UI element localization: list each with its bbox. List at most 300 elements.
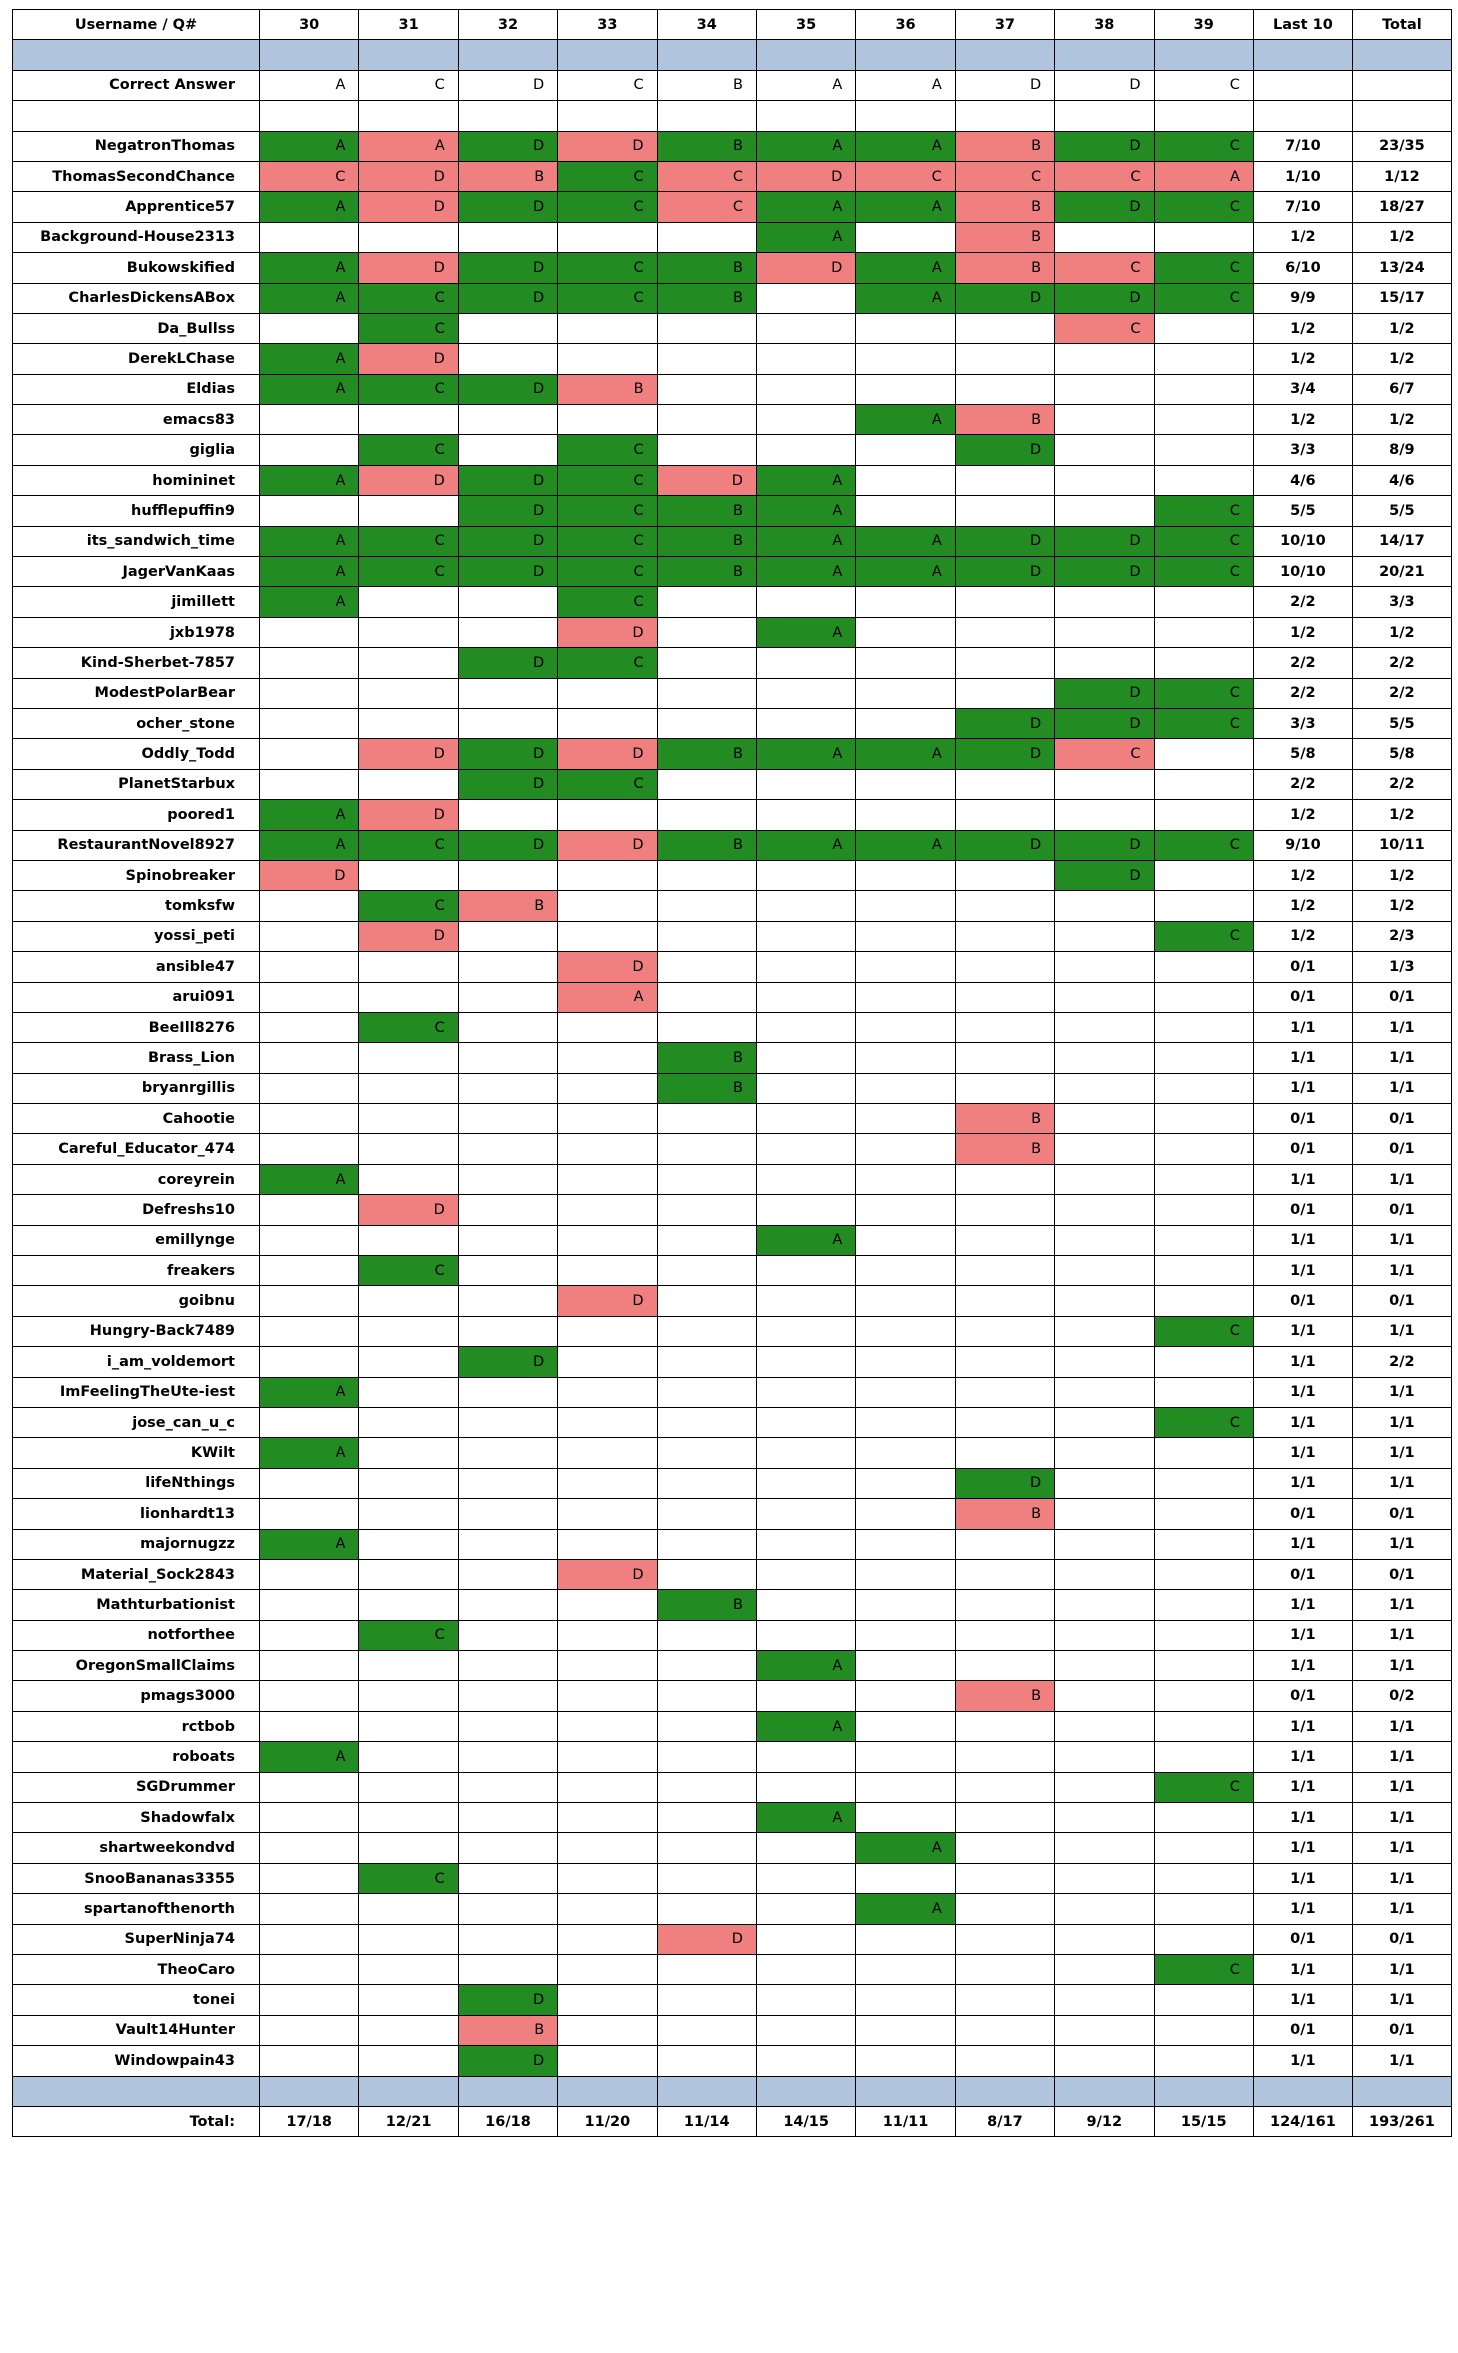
answer-cell: D [458, 557, 557, 587]
answer-cell [558, 1225, 657, 1255]
answer-cell: B [955, 1104, 1054, 1134]
answer-cell [756, 2046, 855, 2076]
blank-cell [1253, 101, 1352, 131]
answer-cell [558, 2015, 657, 2045]
table-row [13, 496, 1452, 526]
answer-cell [359, 2046, 458, 2076]
answer-cell [856, 222, 955, 252]
answer-cell [558, 1134, 657, 1164]
answer-cell: B [955, 192, 1054, 222]
answer-cell [756, 1894, 855, 1924]
answer-cell: D [1055, 192, 1154, 222]
answer-cell [657, 1104, 756, 1134]
answer-cell: A [260, 344, 359, 374]
answer-cell [458, 1651, 557, 1681]
answer-cell: C [558, 283, 657, 313]
answer-cell [558, 708, 657, 738]
answer-cell: D [1055, 283, 1154, 313]
answer-cell [657, 1225, 756, 1255]
answer-cell [657, 1134, 756, 1164]
answer-cell [458, 800, 557, 830]
answer-cell [756, 648, 855, 678]
answer-cell [1154, 648, 1253, 678]
username-cell: jxb1978 [13, 617, 260, 647]
answer-cell: D [458, 1347, 557, 1377]
last10-cell: 1/2 [1253, 860, 1352, 890]
answer-cell [657, 1955, 756, 1985]
answer-cell: D [955, 1468, 1054, 1498]
answer-cell: B [657, 283, 756, 313]
answer-cell [1055, 1438, 1154, 1468]
username-cell: RestaurantNovel8927 [13, 830, 260, 860]
username-cell: ansible47 [13, 952, 260, 982]
answer-cell [359, 1134, 458, 1164]
answer-cell: A [558, 982, 657, 1012]
separator-row [13, 2076, 1452, 2106]
answer-cell: C [1154, 708, 1253, 738]
username-cell: tomksfw [13, 891, 260, 921]
username-cell: BeeIll8276 [13, 1012, 260, 1042]
answer-cell: D [458, 1985, 557, 2015]
username-cell: Shadowfalx [13, 1803, 260, 1833]
username-cell: Windowpain43 [13, 2046, 260, 2076]
answer-cell [558, 1377, 657, 1407]
answer-cell [359, 1104, 458, 1134]
username-cell: Apprentice57 [13, 192, 260, 222]
answer-cell [856, 374, 955, 404]
answer-cell: C [558, 526, 657, 556]
username-cell: coreyrein [13, 1164, 260, 1194]
total-cell: 1/1 [1352, 1438, 1451, 1468]
username-cell: its_sandwich_time [13, 526, 260, 556]
answer-cell [756, 344, 855, 374]
answer-cell [856, 1012, 955, 1042]
answer-cell [955, 1438, 1054, 1468]
answer-cell: A [359, 131, 458, 161]
answer-cell [1154, 1590, 1253, 1620]
answer-cell [1154, 1043, 1253, 1073]
answer-cell: D [359, 800, 458, 830]
answer-cell [558, 1590, 657, 1620]
answer-cell [458, 1316, 557, 1346]
answer-cell [558, 891, 657, 921]
answer-cell: D [359, 344, 458, 374]
username-cell: PlanetStarbux [13, 769, 260, 799]
blank-cell [657, 101, 756, 131]
answer-cell: C [359, 1012, 458, 1042]
answer-cell: A [756, 830, 855, 860]
answer-cell [260, 1195, 359, 1225]
answer-cell [756, 952, 855, 982]
answer-cell [458, 1742, 557, 1772]
total-cell: 0/1 [1352, 1499, 1451, 1529]
answer-cell: C [955, 161, 1054, 191]
last10-cell: 1/1 [1253, 1073, 1352, 1103]
separator-cell [359, 2076, 458, 2106]
answer-cell [955, 891, 1054, 921]
last10-cell: 1/1 [1253, 1651, 1352, 1681]
answer-cell [657, 1377, 756, 1407]
answer-cell: D [558, 1559, 657, 1589]
answer-cell: A [756, 526, 855, 556]
answer-cell [458, 1924, 557, 1954]
answer-cell [955, 1651, 1054, 1681]
table-row [13, 1104, 1452, 1134]
answer-cell [1154, 1073, 1253, 1103]
table-row [13, 435, 1452, 465]
answer-cell: D [558, 952, 657, 982]
total-cell: 1/1 [1352, 1651, 1451, 1681]
answer-cell [955, 1590, 1054, 1620]
answer-cell [1055, 1559, 1154, 1589]
answer-cell [955, 374, 1054, 404]
answer-cell: C [359, 557, 458, 587]
answer-cell [756, 769, 855, 799]
last10-cell: 0/1 [1253, 1104, 1352, 1134]
correct-answer-cell: D [458, 70, 557, 100]
answer-cell [260, 1073, 359, 1103]
answer-cell [955, 587, 1054, 617]
answer-cell [955, 1347, 1054, 1377]
answer-cell [558, 1651, 657, 1681]
last10-cell: 1/1 [1253, 1803, 1352, 1833]
table-row [13, 1499, 1452, 1529]
answer-cell [756, 1043, 855, 1073]
answer-cell [955, 648, 1054, 678]
table-row [13, 465, 1452, 495]
answer-cell: C [558, 435, 657, 465]
answer-cell: A [260, 192, 359, 222]
answer-cell [558, 1924, 657, 1954]
total-cell: 5/5 [1352, 496, 1451, 526]
answer-cell: D [955, 739, 1054, 769]
answer-cell [359, 1073, 458, 1103]
answer-cell: D [458, 648, 557, 678]
total-cell: 0/1 [1352, 1559, 1451, 1589]
answer-cell [955, 1833, 1054, 1863]
username-cell: lionhardt13 [13, 1499, 260, 1529]
answer-cell: A [856, 526, 955, 556]
answer-cell: D [458, 131, 557, 161]
question-total-cell: 16/18 [458, 2106, 557, 2136]
answer-cell: C [1154, 253, 1253, 283]
answer-cell: A [1154, 161, 1253, 191]
correct-answer-cell: A [856, 70, 955, 100]
answer-cell [260, 1468, 359, 1498]
answer-cell: C [359, 283, 458, 313]
answer-cell [1154, 1711, 1253, 1741]
answer-cell [756, 1164, 855, 1194]
blank-row [13, 101, 1452, 131]
answer-cell: C [1154, 921, 1253, 951]
header-question-37: 37 [955, 10, 1054, 40]
answer-cell [458, 952, 557, 982]
username-cell: KWilt [13, 1438, 260, 1468]
separator-cell [13, 2076, 260, 2106]
separator-cell [1352, 40, 1451, 70]
answer-cell: B [657, 739, 756, 769]
last10-cell: 1/1 [1253, 1164, 1352, 1194]
answer-cell [558, 1407, 657, 1437]
answer-cell [756, 435, 855, 465]
answer-cell: C [657, 161, 756, 191]
answer-cell [756, 1924, 855, 1954]
answer-cell [558, 1164, 657, 1194]
answer-cell [856, 708, 955, 738]
answer-cell [558, 1073, 657, 1103]
answer-cell: D [1055, 526, 1154, 556]
table-row [13, 800, 1452, 830]
blank-cell [359, 101, 458, 131]
total-cell: 5/8 [1352, 739, 1451, 769]
answer-cell [856, 1529, 955, 1559]
answer-cell: D [458, 739, 557, 769]
answer-cell [1154, 222, 1253, 252]
answer-cell [260, 1711, 359, 1741]
answer-cell [458, 1104, 557, 1134]
answer-cell [1055, 1955, 1154, 1985]
answer-cell [458, 1286, 557, 1316]
table-row [13, 1742, 1452, 1772]
total-cell: 0/1 [1352, 2015, 1451, 2045]
answer-cell [458, 1164, 557, 1194]
table-row [13, 617, 1452, 647]
answer-cell [260, 1407, 359, 1437]
answer-cell [458, 587, 557, 617]
answer-cell [1055, 1256, 1154, 1286]
answer-cell: D [1055, 830, 1154, 860]
answer-cell [1055, 1316, 1154, 1346]
total-cell: 1/1 [1352, 1955, 1451, 1985]
answer-cell [657, 374, 756, 404]
answer-cell: B [657, 1073, 756, 1103]
answer-cell [1055, 2015, 1154, 2045]
total-cell: 1/1 [1352, 1620, 1451, 1650]
answer-cell: B [955, 405, 1054, 435]
total-cell: 1/1 [1352, 1803, 1451, 1833]
username-cell: majornugzz [13, 1529, 260, 1559]
answer-cell [1055, 1012, 1154, 1042]
answer-cell [856, 1924, 955, 1954]
table-row [13, 161, 1452, 191]
header-question-33: 33 [558, 10, 657, 40]
username-cell: Spinobreaker [13, 860, 260, 890]
answer-cell: D [359, 739, 458, 769]
answer-cell: C [359, 526, 458, 556]
answer-cell [657, 1164, 756, 1194]
question-total-cell: 11/20 [558, 2106, 657, 2136]
username-cell: Oddly_Todd [13, 739, 260, 769]
answer-cell [1055, 1164, 1154, 1194]
question-total-cell: 15/15 [1154, 2106, 1253, 2136]
answer-cell [558, 1529, 657, 1559]
answer-cell: D [458, 253, 557, 283]
answer-cell [260, 435, 359, 465]
answer-cell: C [856, 161, 955, 191]
answer-cell [458, 1711, 557, 1741]
answer-cell [955, 1043, 1054, 1073]
answer-cell [260, 1681, 359, 1711]
answer-cell [359, 1955, 458, 1985]
answer-cell [1154, 1377, 1253, 1407]
last10-cell: 1/1 [1253, 1438, 1352, 1468]
answer-cell [1154, 617, 1253, 647]
last10-cell: 2/2 [1253, 648, 1352, 678]
answer-cell [1154, 952, 1253, 982]
answer-cell: A [756, 131, 855, 161]
username-cell: CharlesDickensABox [13, 283, 260, 313]
answer-cell [955, 1924, 1054, 1954]
answer-cell: B [657, 1590, 756, 1620]
answer-cell [1055, 617, 1154, 647]
answer-cell: B [657, 526, 756, 556]
answer-cell [856, 435, 955, 465]
answer-cell: A [756, 465, 855, 495]
last10-cell: 3/4 [1253, 374, 1352, 404]
answer-cell [558, 1256, 657, 1286]
answer-cell [856, 587, 955, 617]
correct-answer-row [13, 70, 1452, 100]
header-question-39: 39 [1154, 10, 1253, 40]
answer-cell [458, 1803, 557, 1833]
total-cell: 1/1 [1352, 1894, 1451, 1924]
answer-cell [657, 708, 756, 738]
answer-cell: C [359, 1256, 458, 1286]
answer-cell [1055, 435, 1154, 465]
total-cell: 0/1 [1352, 1104, 1451, 1134]
answer-cell [856, 1195, 955, 1225]
answer-cell [1154, 1134, 1253, 1164]
separator-cell [458, 40, 557, 70]
answer-cell [359, 1407, 458, 1437]
answer-cell [955, 860, 1054, 890]
table-row [13, 739, 1452, 769]
table-row [13, 344, 1452, 374]
username-cell: Material_Sock2843 [13, 1559, 260, 1589]
total-cell: 1/2 [1352, 313, 1451, 343]
correct-answer-cell: D [955, 70, 1054, 100]
answer-cell [756, 800, 855, 830]
total-cell: 4/6 [1352, 465, 1451, 495]
answer-cell [260, 891, 359, 921]
table-row [13, 891, 1452, 921]
answer-cell [955, 1407, 1054, 1437]
answer-cell [1055, 1742, 1154, 1772]
table-row [13, 526, 1452, 556]
last10-cell: 1/1 [1253, 1711, 1352, 1741]
last10-cell: 1/1 [1253, 1043, 1352, 1073]
answer-cell [756, 678, 855, 708]
answer-cell [856, 1985, 955, 2015]
answer-cell: B [955, 1681, 1054, 1711]
answer-cell [955, 1012, 1054, 1042]
answer-cell [558, 678, 657, 708]
answer-cell [458, 1529, 557, 1559]
answer-cell [558, 1438, 657, 1468]
answer-cell [856, 860, 955, 890]
table-row [13, 1894, 1452, 1924]
answer-cell [260, 1559, 359, 1589]
last10-cell: 1/2 [1253, 921, 1352, 951]
separator-cell [955, 2076, 1054, 2106]
answer-cell: B [657, 557, 756, 587]
answer-cell: D [359, 253, 458, 283]
username-cell: pmags3000 [13, 1681, 260, 1711]
answer-cell [756, 1377, 855, 1407]
total-cell: 2/2 [1352, 648, 1451, 678]
last10-cell: 1/1 [1253, 1256, 1352, 1286]
last10-cell: 1/2 [1253, 800, 1352, 830]
blank-cell [1055, 101, 1154, 131]
answer-cell [1055, 1985, 1154, 2015]
answer-cell [458, 313, 557, 343]
answer-cell [1154, 982, 1253, 1012]
answer-cell [558, 1894, 657, 1924]
last10-cell: 1/1 [1253, 1620, 1352, 1650]
answer-cell [1055, 1499, 1154, 1529]
table-row [13, 1347, 1452, 1377]
answer-cell: C [558, 161, 657, 191]
total-cell: 1/1 [1352, 1772, 1451, 1802]
answer-cell [260, 1620, 359, 1650]
answer-cell: A [260, 830, 359, 860]
answer-cell [260, 982, 359, 1012]
table-row [13, 1407, 1452, 1437]
answer-cell: C [657, 192, 756, 222]
answer-cell: D [260, 860, 359, 890]
answer-cell: D [458, 374, 557, 404]
answer-cell [1055, 1772, 1154, 1802]
answer-cell [756, 1134, 855, 1164]
username-cell: tonei [13, 1985, 260, 2015]
answer-cell [458, 1772, 557, 1802]
answer-cell [657, 1347, 756, 1377]
answer-cell [657, 1833, 756, 1863]
answer-cell [458, 921, 557, 951]
answer-cell [260, 952, 359, 982]
answer-cell [1154, 1012, 1253, 1042]
answer-cell [458, 1256, 557, 1286]
separator-cell [1055, 2076, 1154, 2106]
header-question-35: 35 [756, 10, 855, 40]
table-row [13, 1043, 1452, 1073]
answer-cell: A [856, 1833, 955, 1863]
last10-cell: 1/1 [1253, 1377, 1352, 1407]
total-cell: 6/7 [1352, 374, 1451, 404]
answer-cell [955, 344, 1054, 374]
correct-answer-label: Correct Answer [13, 70, 260, 100]
answer-cell: C [359, 435, 458, 465]
answer-cell: D [359, 465, 458, 495]
username-cell: ImFeelingTheUte-iest [13, 1377, 260, 1407]
answer-cell [756, 1863, 855, 1893]
answer-cell [955, 1225, 1054, 1255]
answer-cell: B [458, 2015, 557, 2045]
answer-cell [657, 1620, 756, 1650]
answer-cell [558, 800, 657, 830]
question-total-cell: 11/14 [657, 2106, 756, 2136]
answer-cell [359, 1803, 458, 1833]
answer-cell [657, 1711, 756, 1741]
answer-cell: D [458, 830, 557, 860]
answer-cell [1055, 1924, 1154, 1954]
username-cell: Brass_Lion [13, 1043, 260, 1073]
answer-cell: A [856, 253, 955, 283]
answer-cell [856, 1256, 955, 1286]
separator-cell [558, 40, 657, 70]
last10-cell: 6/10 [1253, 253, 1352, 283]
username-cell: emacs83 [13, 405, 260, 435]
